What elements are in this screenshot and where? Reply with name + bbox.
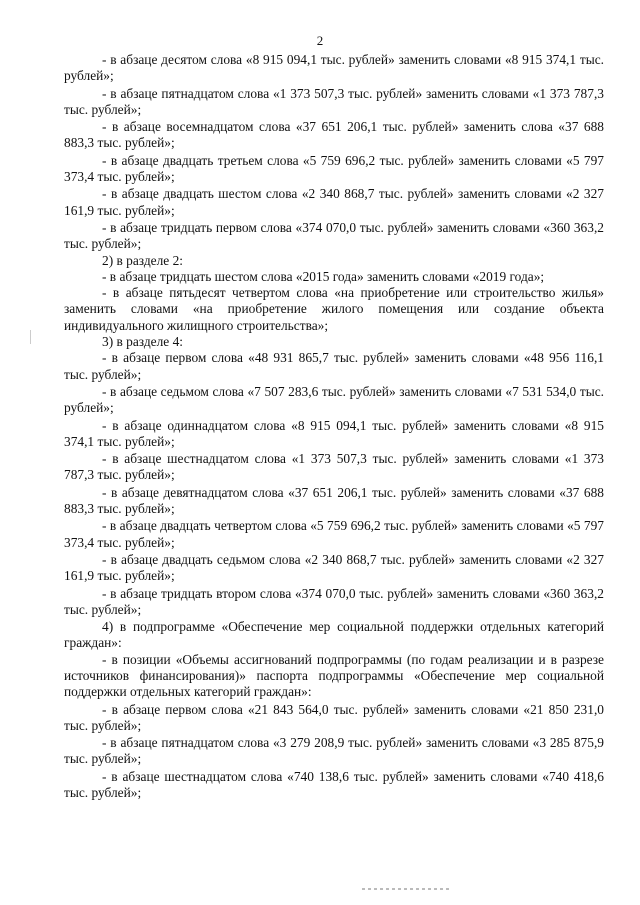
paragraph: - в абзаце двадцать четвертом слова «5 759 696,2 тыс. рублей» заменить словами «5 797 373,4 тыс. рублей»; bbox=[64, 518, 604, 550]
paragraph: - в абзаце шестнадцатом слова «1 373 507,3 тыс. рублей» заменить словами «1 373 787,3 тыс. рублей»; bbox=[64, 451, 604, 483]
paragraph: - в абзаце седьмом слова «7 507 283,6 тыс. рублей» заменить словами «7 531 534,0 тыс. рублей»; bbox=[64, 383, 604, 416]
paragraph: - в абзаце пятнадцатом слова «3 279 208,9 тыс. рублей» заменить словами «3 285 875,9 тыс. рублей»; bbox=[64, 735, 604, 767]
paragraph: - в абзаце двадцать шестом слова «2 340 868,7 тыс. рублей» заменить словами «2 327 161,9 тыс. рублей»; bbox=[64, 186, 604, 218]
paragraph: - в абзаце тридцать шестом слова «2015 года» заменить словами «2019 года»; bbox=[102, 268, 545, 284]
paragraph: - в абзаце первом слова «48 931 865,7 тыс. рублей» заменить словами «48 956 116,1 тыс. рублей»; bbox=[64, 350, 604, 382]
paragraph: - в позиции «Объемы ассигнований подпрограммы (по годам реализации и в разрезе источников финансирования)» паспорта подпрограммы «Обеспечение мер социальной поддержки отдельных категорий граждан»: bbox=[64, 651, 604, 700]
paragraph: - в абзаце пятьдесят четвертом слова «на приобретение или строительство жилья» заменить словами «на приобретение жилого помещения или создание объекта индивидуального жилищного строительства»; bbox=[64, 285, 604, 333]
paragraph: - в абзаце восемнадцатом слова «37 651 206,1 тыс. рублей» заменить слова «37 688 883,3 тыс. рублей»; bbox=[64, 119, 604, 151]
paragraph: - в абзаце двадцать седьмом слова «2 340 868,7 тыс. рублей» заменить словами «2 327 161,9 тыс. рублей»; bbox=[64, 551, 604, 584]
section-heading: 4) в подпрограмме «Обеспечение мер социальной поддержки отдельных категорий граждан»: bbox=[64, 619, 604, 651]
paragraph: - в абзаце одиннадцатом слова «8 915 094,1 тыс. рублей» заменить словами «8 915 374,1 тыс. рублей»; bbox=[64, 417, 604, 449]
section-heading: 3) в разделе 4: bbox=[102, 334, 184, 350]
scan-artifact bbox=[362, 888, 452, 890]
paragraph: - в абзаце первом слова «21 843 564,0 тыс. рублей» заменить словами «21 850 231,0 тыс. рублей»; bbox=[64, 701, 604, 733]
paragraph: - в абзаце тридцать втором слова «374 070,0 тыс. рублей» заменить словами «360 363,2 тыс. рублей»; bbox=[64, 585, 604, 617]
paragraph: - в абзаце десятом слова «8 915 094,1 тыс. рублей» заменить словами «8 915 374,1 тыс. рублей»; bbox=[64, 52, 604, 84]
document-body bbox=[64, 52, 604, 801]
paragraph: - в абзаце девятнадцатом слова «37 651 206,1 тыс. рублей» заменить словами «37 688 883,3 тыс. рублей»; bbox=[64, 484, 604, 517]
scan-margin-mark bbox=[30, 330, 31, 344]
paragraph: - в абзаце шестнадцатом слова «740 138,6 тыс. рублей» заменить словами «740 418,6 тыс. рублей»; bbox=[64, 768, 604, 801]
page-number: 2 bbox=[316, 33, 324, 48]
section-heading: 2) в разделе 2: bbox=[102, 252, 184, 268]
paragraph: - в абзаце двадцать третьем слова «5 759 696,2 тыс. рублей» заменить словами «5 797 373,4 тыс. рублей»; bbox=[64, 152, 604, 185]
paragraph: - в абзаце пятнадцатом слова «1 373 507,3 тыс. рублей» заменить словами «1 373 787,3 тыс. рублей»; bbox=[64, 85, 604, 117]
paragraph: - в абзаце тридцать первом слова «374 070,0 тыс. рублей» заменить словами «360 363,2 тыс. рублей»; bbox=[64, 219, 604, 252]
